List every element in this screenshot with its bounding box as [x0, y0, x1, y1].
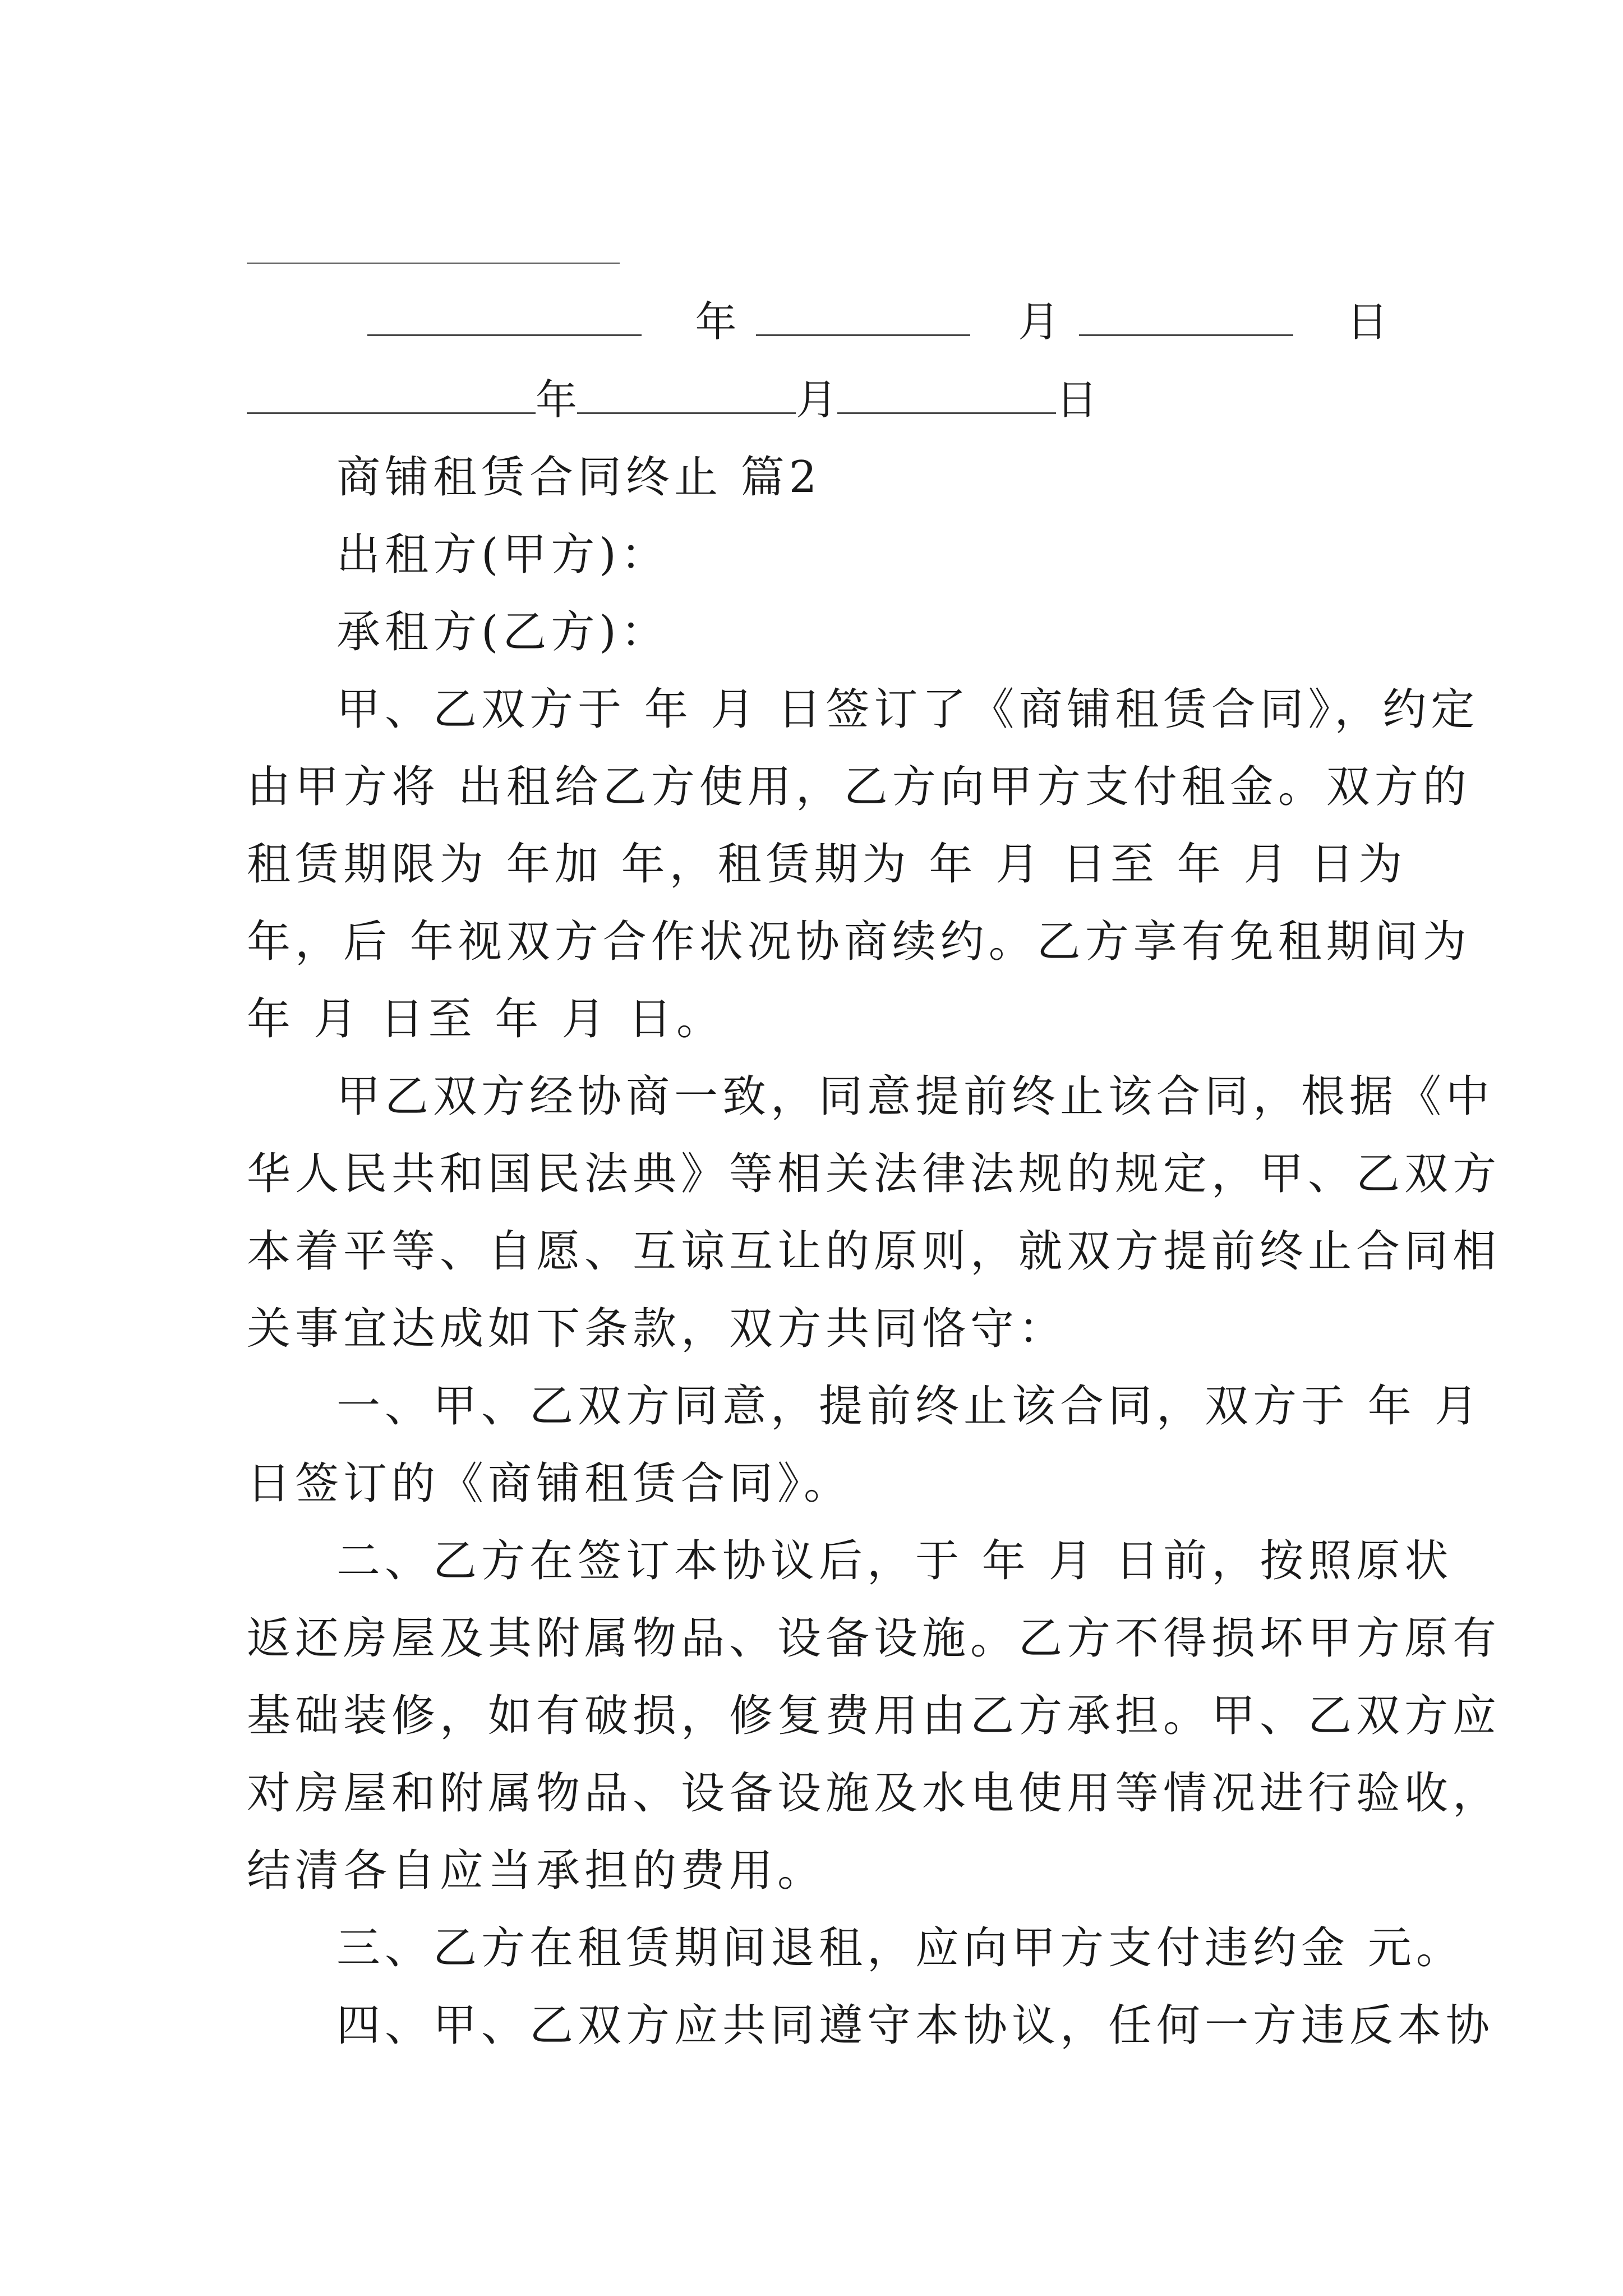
text-line: 甲乙双方经协商一致，同意提前终止该合同，根据《中: [336, 1071, 1495, 1122]
year-blank: [367, 301, 642, 336]
text-line: 关事宜达成如下条款，双方共同恪守：: [247, 1304, 1067, 1354]
text-line: 甲、乙双方于 年 月 日签订了《商铺租赁合同》，约定: [336, 684, 1479, 735]
text-line: 一、甲、乙双方同意，提前终止该合同，双方于 年 月: [336, 1381, 1483, 1432]
text-line: 租赁期限为 年加 年，租赁期为 年 月 日至 年 月 日为: [247, 839, 1407, 890]
text-line: 结清各自应当承担的费用。: [247, 1846, 826, 1896]
section-title: 商铺租赁合同终止 篇2: [336, 452, 822, 503]
text-line: 对房屋和附属物品、设备设施及水电使用等情况进行验收，: [247, 1768, 1501, 1819]
text-line: 年 月 日至 年 月 日。: [247, 994, 725, 1045]
text-line: 华人民共和国民法典》等相关法律法规的规定，甲、乙双方: [247, 1149, 1501, 1199]
text-line: 三、乙方在租赁期间退租，应向甲方支付违约金 元。: [336, 1923, 1464, 1973]
text-line: 二、乙方在签订本协议后，于 年 月 日前，按照原状: [336, 1536, 1453, 1586]
month-blank: [577, 379, 796, 414]
text-line: 返还房屋及其附属物品、设备设施。乙方不得损坏甲方原有: [247, 1613, 1501, 1664]
date-line-1: [367, 298, 1388, 346]
day-label: 日: [1346, 298, 1388, 346]
year-label: 年: [536, 376, 577, 424]
year-label: 年: [695, 298, 737, 346]
day-blank: [1079, 301, 1293, 336]
text-line: 由甲方将 出租给乙方使用，乙方向甲方支付租金。双方的: [247, 762, 1471, 812]
text-line: 日签订的《商铺租赁合同》。: [247, 1458, 852, 1509]
text-line: 本着平等、自愿、互谅互让的原则，就双方提前终止合同相: [247, 1226, 1501, 1277]
day-label: 日: [1056, 376, 1098, 424]
month-blank: [756, 301, 970, 336]
text-line: 基础装修，如有破损，修复费用由乙方承担。甲、乙双方应: [247, 1691, 1501, 1741]
text-line: 四、甲、乙双方应共同遵守本协议，任何一方违反本协: [336, 2000, 1495, 2051]
month-label: 月: [796, 376, 837, 424]
date-line-2: [247, 376, 1144, 424]
signature-rule: [247, 263, 620, 264]
lessor-label: 出租方(甲方)：: [336, 530, 669, 580]
text-line: 年，后 年视双方合作状况协商续约。乙方享有免租期间为: [247, 917, 1471, 967]
lessee-label: 承租方(乙方)：: [336, 607, 669, 657]
month-label: 月: [1018, 298, 1060, 346]
year-blank: [247, 379, 536, 414]
day-blank: [837, 379, 1056, 414]
